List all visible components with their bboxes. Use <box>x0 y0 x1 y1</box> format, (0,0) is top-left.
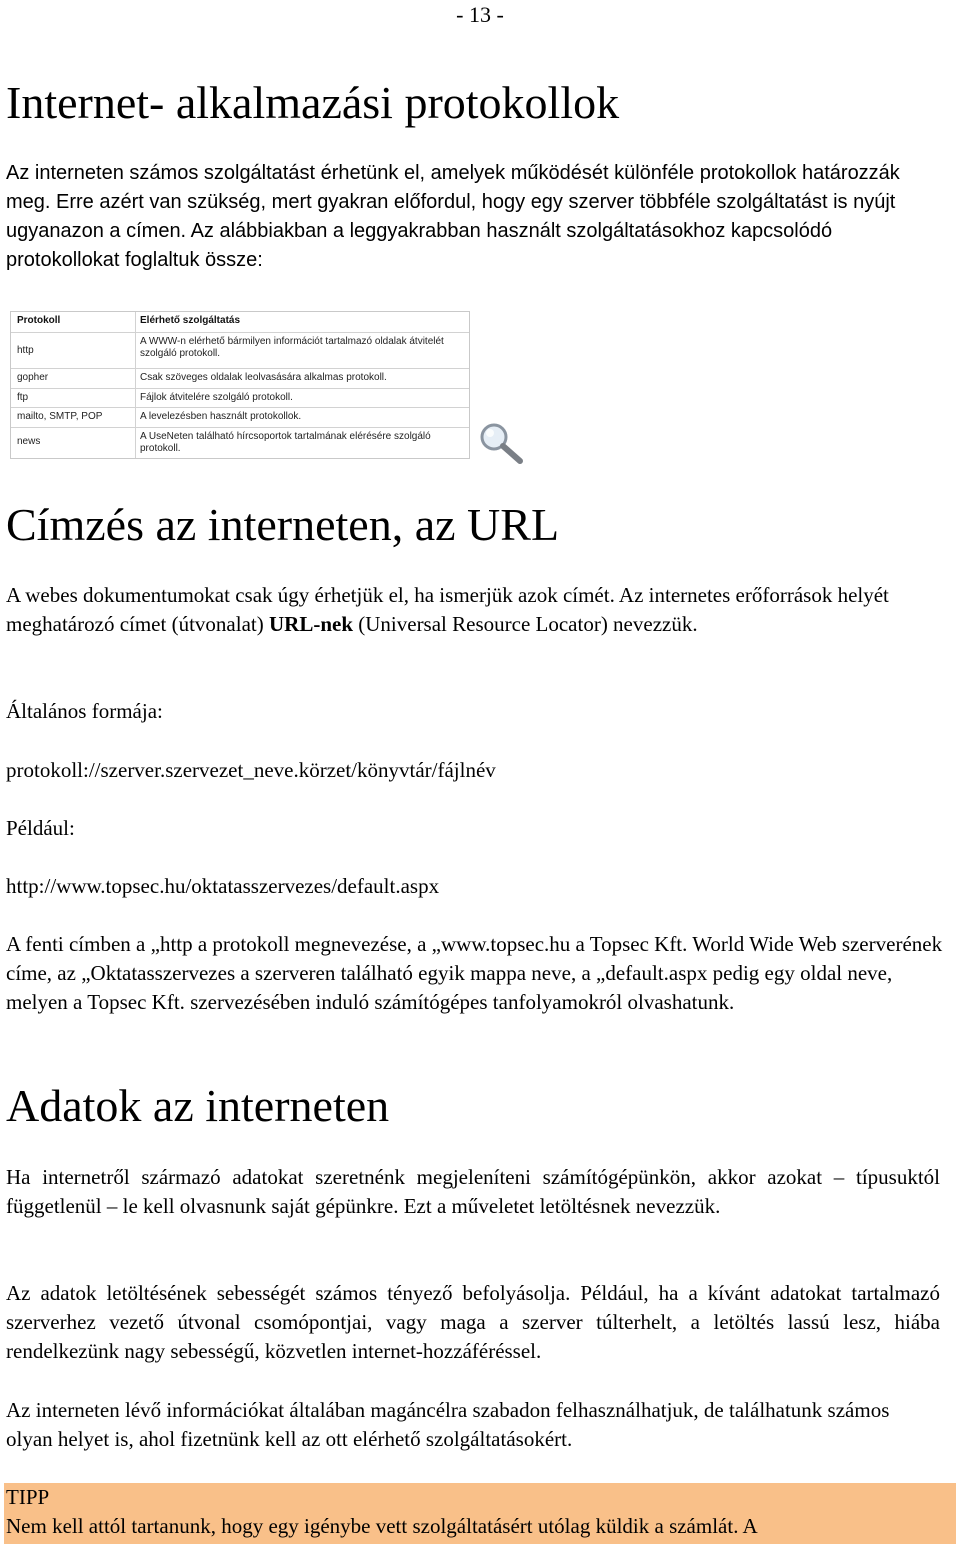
tip-text: Nem kell attól tartanunk, hogy egy igénybe vett szolgáltatásért utólag küldik a számlát. A <box>6 1514 758 1538</box>
table-cell-service: Csak szöveges oldalak leolvasására alkalmas protokoll. <box>140 372 387 383</box>
usage-paragraph: Az interneten lévő információkat általában magáncélra szabadon felhasználhatjuk, de találhatunk számos olyan helyet is, ahol fizetnünk kell az ott elérhető szolgáltatásokért. <box>6 1398 890 1451</box>
section-title-protocols: Internet- alkalmazási protokollok <box>6 77 620 128</box>
example-label: Például: <box>6 816 75 840</box>
download-speed-paragraph: Az adatok letöltésének sebességét számos tényező befolyásolja. Például, ha a kívánt adatokat tartalmazó szerverhez vezető útvonal csomópontjai, vagy maga a szerver túlterhelt, a letöltés lassú lesz, hiába rendelkezünk nagy sebességű, közvetlen internet-hozzáféréssel. <box>6 1281 940 1363</box>
general-form-pattern: protokoll://szerver.szervezet_neve.körzet/könyvtár/fájlnév <box>6 758 496 782</box>
table-row <box>11 427 469 459</box>
section-title-data: Adatok az interneten <box>6 1080 390 1131</box>
table-cell-protocol: http <box>17 345 34 356</box>
table-header-protocol: Protokoll <box>17 315 61 326</box>
table-row <box>11 388 469 408</box>
download-paragraph: Ha internetről származó adatokat szeretnénk megjeleníteni számítógépünkön, akkor azokat – típusuktól függetlenül – le kell olvasnunk saját gépünkre. Ezt a műveletet letöltésnek nevezzük. <box>6 1165 940 1218</box>
protocol-table <box>10 311 470 459</box>
table-row <box>11 368 469 389</box>
table-cell-service: A levelezésben használt protokollok. <box>140 411 302 422</box>
url-term-bold: URL-nek <box>268 612 353 636</box>
url-intro-text-1: A webes dokumentumokat csak úgy érhetjük el, ha ismerjük azok címét. Az internetes erőforrások helyét meghatározó címet (útvonalat) <box>6 583 889 636</box>
table-cell-service: A WWW-n elérhető bármilyen információt tartalmazó oldalak átvitelét szolgáló protokoll. <box>140 336 444 359</box>
table-cell-service: Fájlok átvitelére szolgáló protokoll. <box>140 392 293 403</box>
table-header-row <box>11 312 469 332</box>
protocols-intro-paragraph: Az interneten számos szolgáltatást érhetünk el, amelyek működését különféle protokollok határozzák meg. Erre azért van szükség, mert gyakran előfordul, hogy egy szerver többféle szolgáltatást is nyújt ugyanazon a címen. Az alábbiakban a leggyakrabban használt szolgáltatásokhoz kapcsolódó protokollokat foglaltuk össze: <box>6 162 900 271</box>
section-title-url: Címzés az interneten, az URL <box>6 499 560 550</box>
table-cell-protocol: news <box>17 436 41 447</box>
table-row <box>11 332 469 369</box>
table-cell-protocol: mailto, SMTP, POP <box>17 411 103 422</box>
table-cell-protocol: gopher <box>17 372 49 383</box>
general-form-label: Általános formája: <box>6 699 163 723</box>
url-intro-paragraph <box>6 581 951 639</box>
url-intro-text-2: (Universal Resource Locator) nevezzük. <box>353 612 698 636</box>
table-cell-service: A UseNeten található hírcsoportok tartalmának elérésére szolgáló protokoll. <box>140 431 431 454</box>
url-explanation-paragraph: A fenti címben a „http a protokoll megnevezése, a „www.topsec.hu a Topsec Kft. World Wide Web szerverének címe, az „Oktatasszervezes a szerveren található egyik mappa neve, a „default.aspx pedig egy oldal neve, melyen a Topsec Kft. szervezésében induló számítógépes tanfolyamokról olvashatunk. <box>6 932 943 1014</box>
table-row <box>11 407 469 428</box>
page-number: - 13 - <box>456 2 504 27</box>
tip-label: TIPP <box>6 1485 50 1509</box>
magnifier-icon[interactable] <box>476 420 526 466</box>
table-cell-protocol: ftp <box>17 392 29 403</box>
example-url: http://www.topsec.hu/oktatasszervezes/default.aspx <box>6 874 440 898</box>
table-header-service: Elérhető szolgáltatás <box>140 315 241 326</box>
tip-box <box>4 1483 956 1544</box>
